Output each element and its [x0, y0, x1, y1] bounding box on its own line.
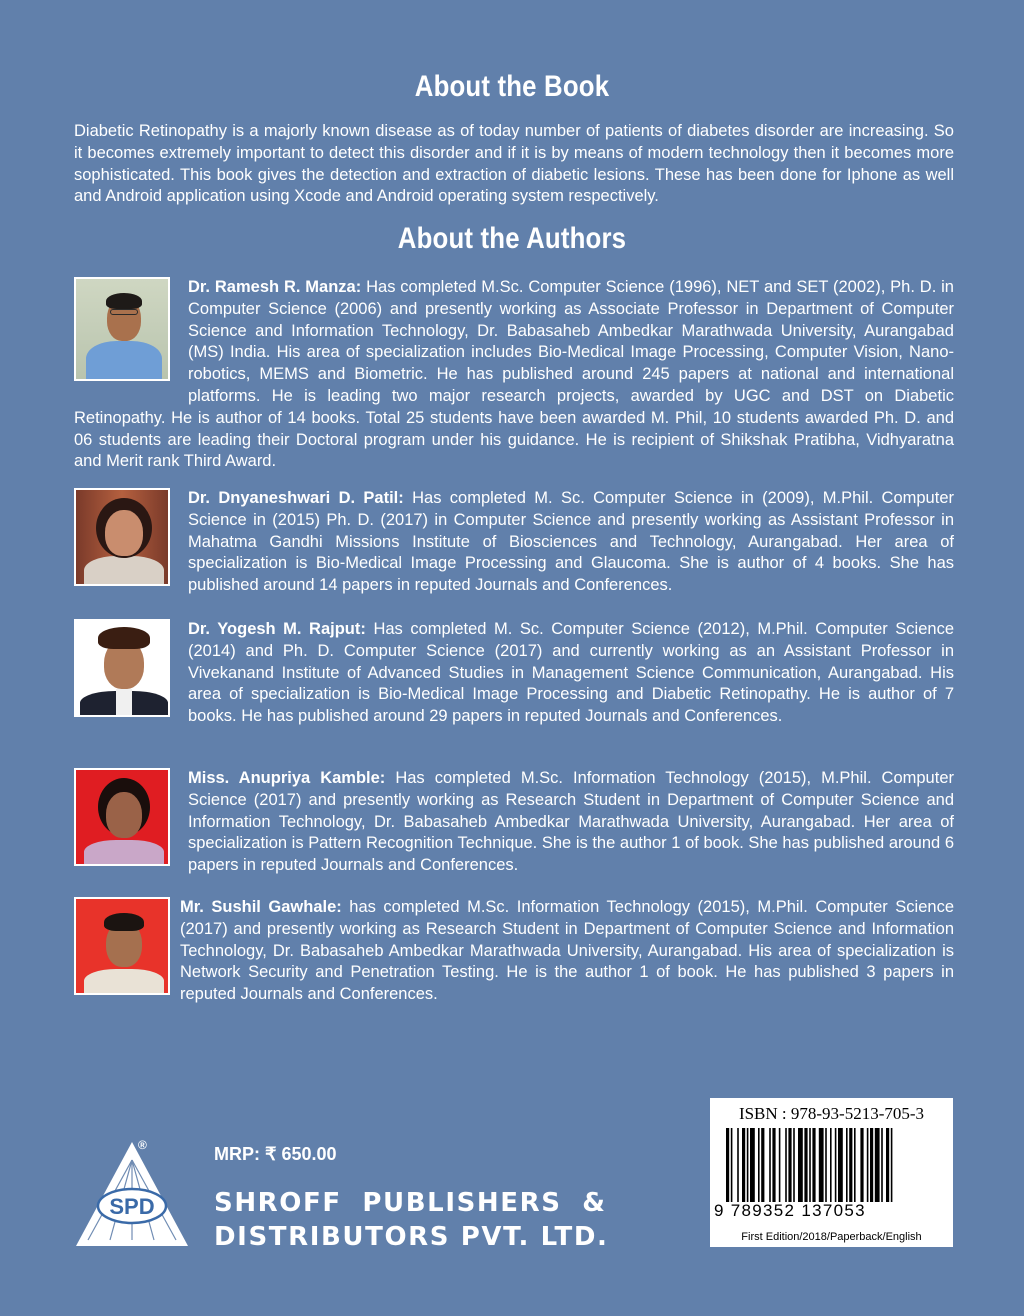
barcode-bar	[761, 1128, 764, 1204]
barcode-bar	[875, 1128, 880, 1204]
publisher-name-line1: SHROFF PUBLISHERS &	[214, 1188, 607, 1218]
about-book-heading: About the Book	[414, 70, 610, 103]
barcode-bar	[731, 1128, 733, 1204]
author-entry	[74, 277, 954, 473]
barcode-digits: 9 789352 137053	[714, 1202, 950, 1220]
barcode-bar	[772, 1128, 775, 1204]
author-name: Dr. Yogesh M. Rajput:	[188, 620, 366, 638]
spd-logo	[74, 1140, 190, 1250]
barcode-bar	[785, 1128, 787, 1204]
author-bio: Has completed M.Sc. Computer Science (1996), NET and SET (2002), Ph. D. in Computer Science (2006) and presently working as Associate Professor in Department of Computer Science and Information Technology, Dr. Babasaheb Ambedkar Marathwada University, Aurangabad (MS) India. His area of specialization includes Bio-Medical Image Processing, Computer Vision, Nano-robotics, MEMS and Biometric. He has published around 245 papers at national and international platforms. He is leading two major research projects, awarded by UGC and DST on Diabetic Retinopathy. He is author of 14 books. Total 25 students have been awarded M. Phil, 10 students awarded Ph. D. and 06 students are leading their Doctoral program under his guidance. He is recipient of Shikshak Pratibha, Vidhyaratna and Merit rank Third Award.	[74, 278, 954, 471]
author-photo	[74, 277, 170, 381]
barcode-block	[710, 1098, 953, 1247]
registered-mark: ®	[138, 1138, 147, 1152]
author-name: Mr. Sushil Gawhale:	[180, 898, 342, 916]
barcode-bar	[788, 1128, 791, 1204]
barcode-bar	[742, 1128, 745, 1204]
barcode-bar	[798, 1128, 803, 1204]
about-authors-heading: About the Authors	[397, 222, 627, 255]
author-bio: Has completed M. Sc. Computer Science (2012), M.Phil. Computer Science (2014) and Ph. D. Computer Science (2017) and currently working as an Assistant Professor in Vivekanand Institute of Advanced Studies in Management Science Communication, Aurangabad. His area of specialization is Bio-Medical Image Processing and Diabetic Retinopathy. He is author of 7 books. He has published around 29 papers in reputed Journals and Conferences.	[188, 620, 954, 726]
barcode-bar	[779, 1128, 781, 1204]
author-name: Miss. Anupriya Kamble:	[188, 769, 386, 787]
barcode-bar	[750, 1128, 755, 1204]
barcode-bar	[881, 1128, 883, 1204]
barcode-bar	[804, 1128, 807, 1204]
publisher-name-line2: DISTRIBUTORS PVT. LTD.	[214, 1222, 609, 1252]
barcode-bar	[819, 1128, 824, 1204]
barcode-bar	[737, 1128, 739, 1204]
barcode-bar	[769, 1128, 771, 1204]
barcode-bar	[886, 1128, 889, 1204]
author-entry	[74, 619, 954, 728]
author-photo	[74, 768, 170, 866]
barcode-bar	[758, 1128, 760, 1204]
barcode-bar	[846, 1128, 848, 1204]
author-name: Dr. Dnyaneshwari D. Patil:	[188, 489, 404, 507]
logo-text: SPD	[109, 1194, 155, 1219]
barcode-bar	[854, 1128, 856, 1204]
author-bio: Has completed M. Sc. Computer Science in (2009), M.Phil. Computer Science in (2015) Ph. D. (2017) in Computer Science and presently working as Assistant Professor in Mahatma Gandhi Missions Institute of Biosciences and Technology, Aurangabad. Her area of specialization is Bio-Medical Image Processing and Glaucoma. She is author of 4 books. She has published around 14 papers in reputed Journals and Conferences.	[188, 489, 954, 595]
barcode-bars	[726, 1128, 938, 1204]
barcode-bar	[867, 1128, 869, 1204]
barcode-bar	[726, 1128, 729, 1204]
author-photo	[74, 897, 170, 995]
author-photo	[74, 619, 170, 717]
barcode-bar	[825, 1128, 827, 1204]
barcode-bar	[812, 1128, 815, 1204]
author-bio: has completed M.Sc. Information Technology (2015), M.Phil. Computer Science (2017) and presently working as Research Student in Department of Computer Science and Information Technology, Dr. Babasaheb Ambedkar Marathwada University, Aurangabad. His area of specialization is Network Security and Penetration Testing. He is the author 1 of book. He has published 3 papers in reputed Journals and Conferences.	[180, 898, 954, 1004]
barcode-bar	[838, 1128, 843, 1204]
barcode-bar	[830, 1128, 832, 1204]
author-entry	[74, 488, 954, 597]
edition-info: First Edition/2018/Paperback/English	[741, 1231, 922, 1243]
author-entry	[74, 897, 954, 1006]
barcode-bar	[860, 1128, 863, 1204]
barcode-bar	[809, 1128, 811, 1204]
author-entry	[74, 768, 954, 877]
author-photo	[74, 488, 170, 586]
barcode-bar	[849, 1128, 852, 1204]
author-bio: Has completed M.Sc. Information Technology (2015), M.Phil. Computer Science (2017) and presently working as Research Student in Department of Computer Science and Information Technology, Dr. Babasaheb Ambedkar Marathwada University, Aurangabad. Her area of specialization is Pattern Recognition Technique. She is the author 1 of book. She has published around 6 papers in reputed Journals and Conferences.	[188, 769, 954, 875]
author-name: Dr. Ramesh R. Manza:	[188, 278, 362, 296]
barcode-bar	[835, 1128, 837, 1204]
mrp-price: MRP: ₹ 650.00	[214, 1144, 337, 1164]
barcode-bar	[747, 1128, 749, 1204]
about-book-text: Diabetic Retinopathy is a majorly known disease as of today number of patients of diabetes disorder are increasing. So it becomes extremely important to detect this disorder and if it is by means of modern technology then it becomes more sophisticated. This book gives the detection and extraction of diabetic lesions. These has been done for Iphone as well and Android application using Xcode and Android operating system respectively.	[74, 122, 954, 206]
isbn-label: ISBN : 978-93-5213-705-3	[738, 1104, 925, 1123]
barcode-bar	[793, 1128, 795, 1204]
barcode-bar	[870, 1128, 873, 1204]
barcode-bar	[891, 1128, 893, 1204]
